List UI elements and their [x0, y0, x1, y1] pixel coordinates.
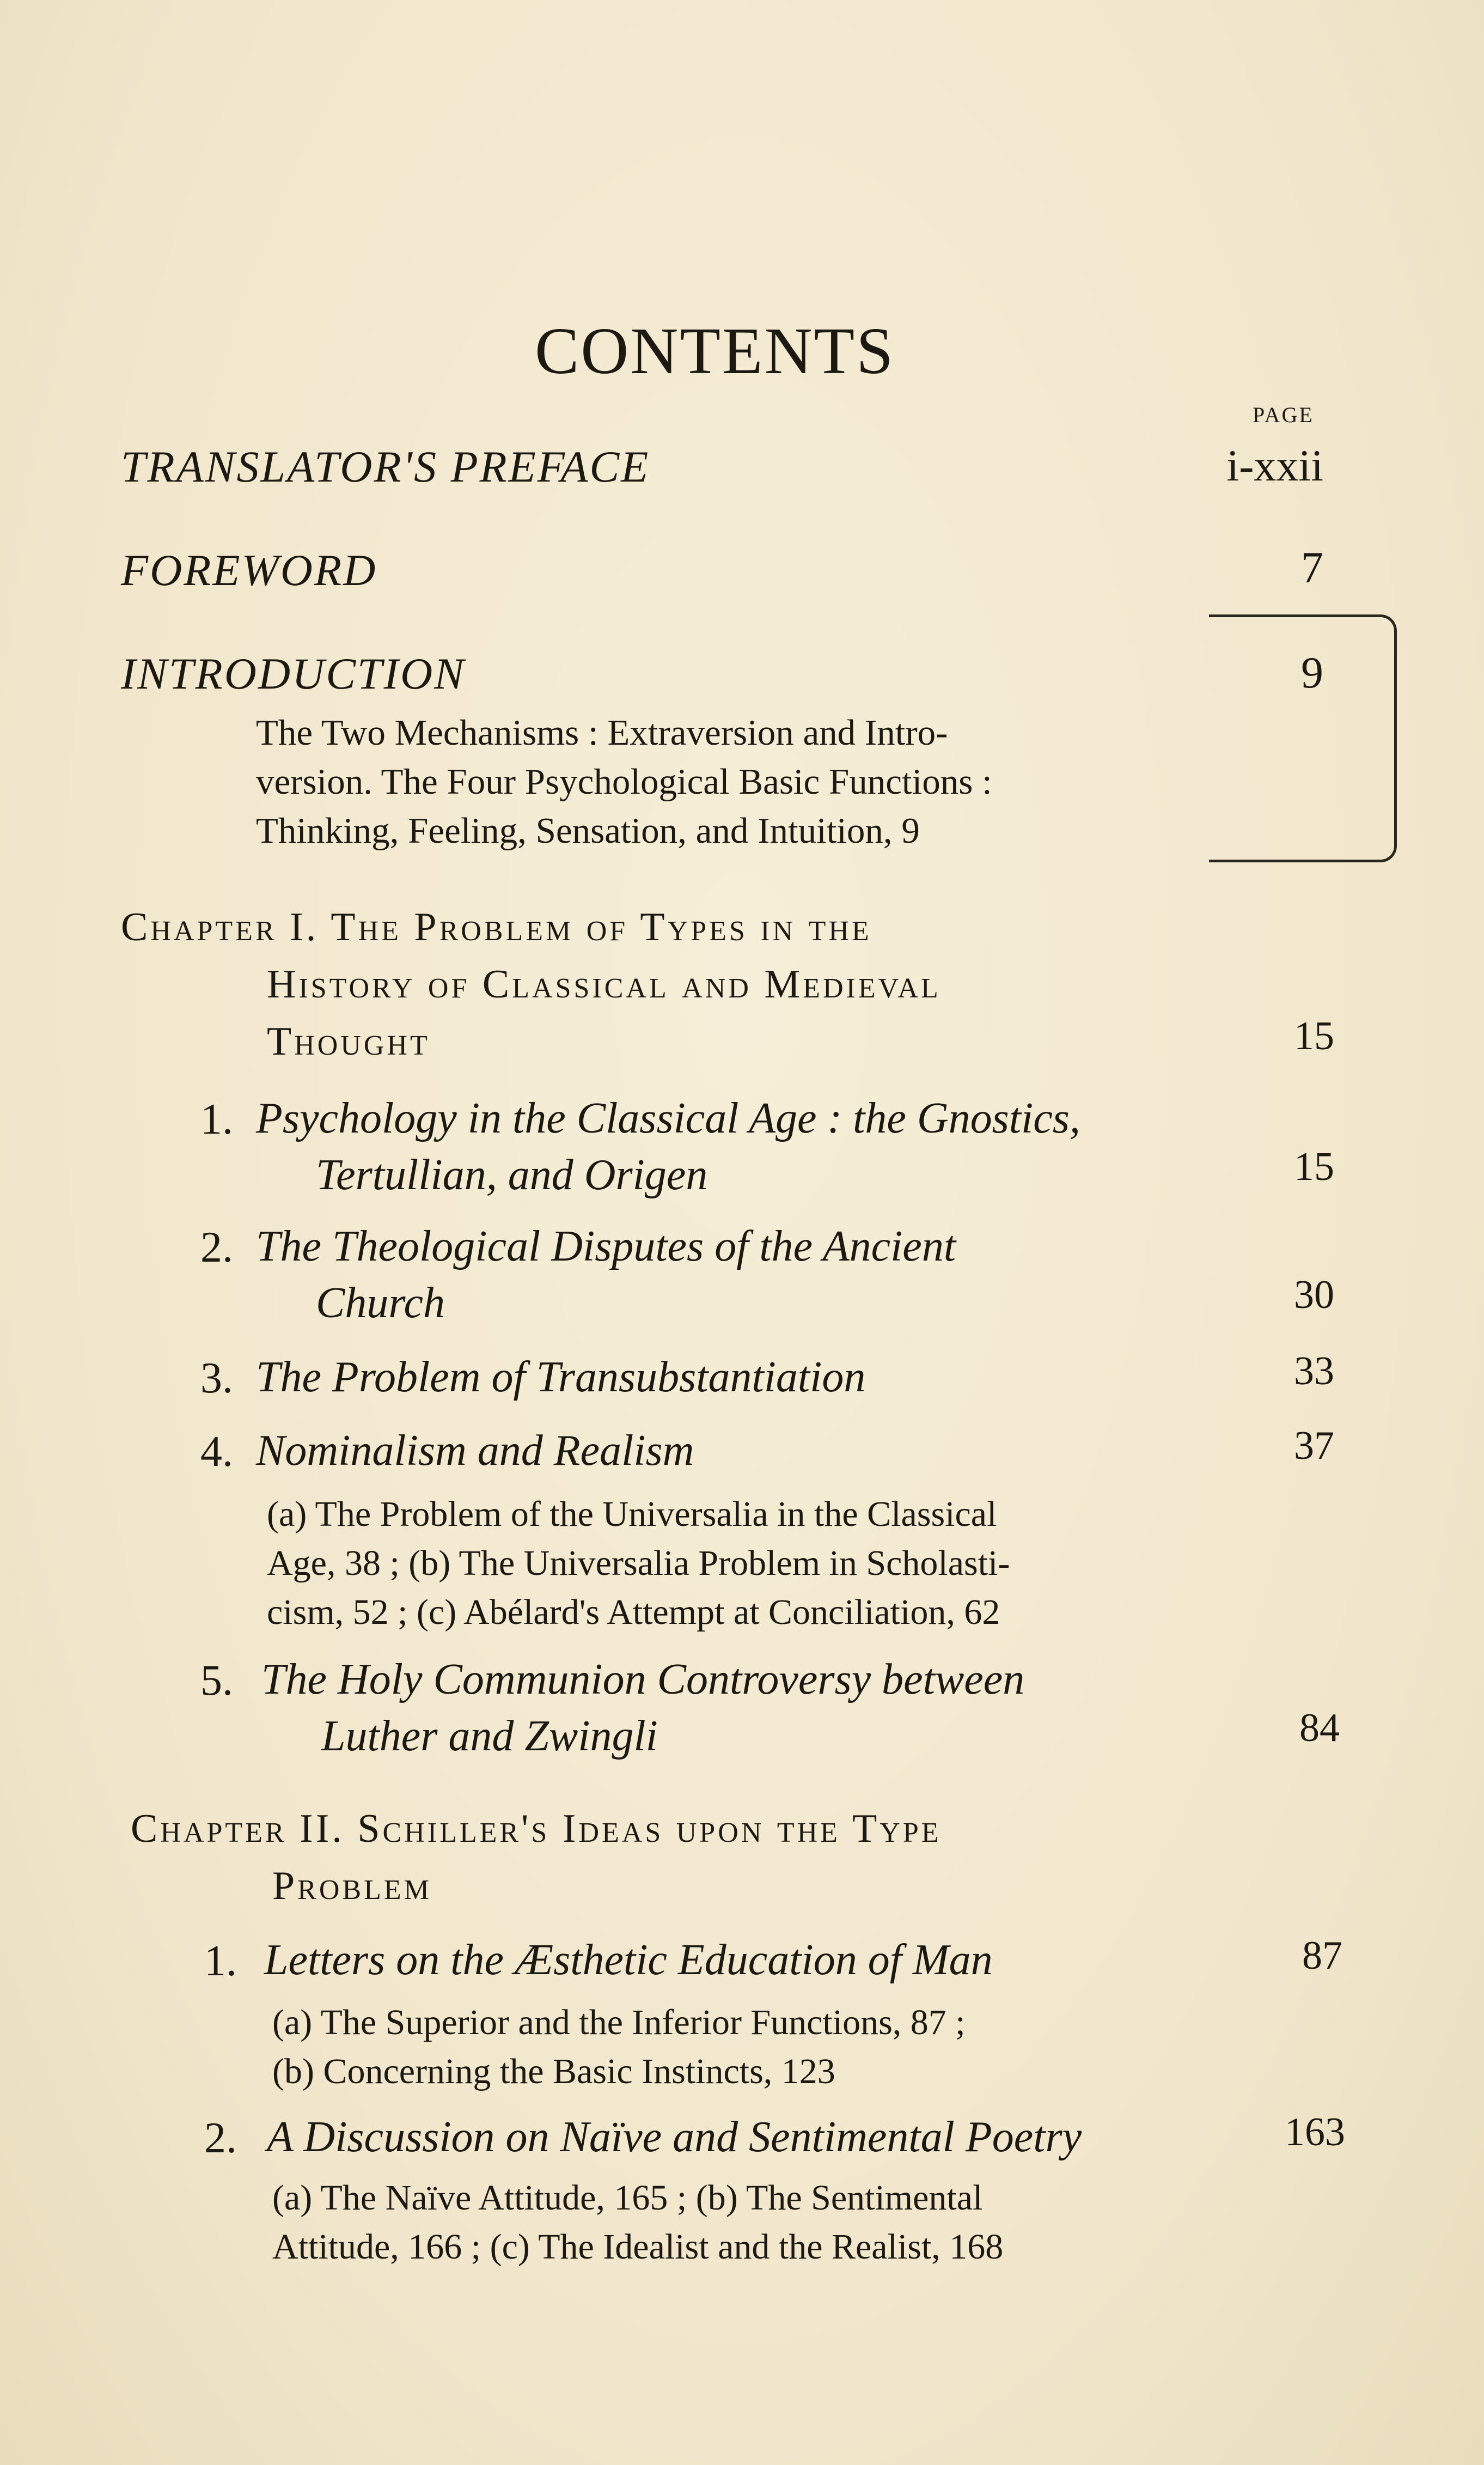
intro-description-line: The Two Mechanisms : Extraversion and Intro- — [256, 713, 948, 753]
section-number: 2. — [200, 1224, 233, 1271]
section-page: 15 — [1294, 1145, 1334, 1189]
page-column-label: PAGE — [1253, 403, 1314, 427]
section-number: 4. — [200, 1428, 233, 1476]
section-title-line: Church — [316, 1279, 445, 1327]
subsection-line: Attitude, 166 ; (c) The Idealist and the Realist, 168 — [272, 2227, 1004, 2267]
section-page: 87 — [1302, 1933, 1342, 1978]
section-page: 37 — [1294, 1423, 1334, 1468]
section-number: 3. — [200, 1354, 233, 1402]
chapter-1-heading-line: Thought — [267, 1019, 430, 1064]
section-page: 163 — [1285, 2110, 1345, 2154]
handwritten-bracket-mark — [1209, 614, 1397, 862]
subsection-line: (a) The Naïve Attitude, 165 ; (b) The Sentimental — [272, 2178, 983, 2218]
front-matter-page: i-xxii — [1226, 441, 1323, 490]
chapter-2-heading-line: Chapter II. Schiller's Ideas upon the Type — [131, 1806, 942, 1851]
chapter-1-heading-line: History of Classical and Medieval — [267, 962, 941, 1007]
section-title-line: Tertullian, and Origen — [316, 1151, 708, 1199]
intro-description-line: version. The Four Psychological Basic Functions : — [256, 762, 992, 802]
chapter-1-page: 15 — [1294, 1014, 1334, 1058]
section-page: 84 — [1299, 1706, 1340, 1750]
front-matter-translators-preface: TRANSLATOR'S PREFACE — [121, 442, 650, 491]
section-page: 33 — [1294, 1349, 1334, 1393]
section-number: 5. — [200, 1657, 233, 1705]
section-number: 1. — [204, 1937, 237, 1985]
section-number: 1. — [200, 1095, 233, 1143]
subsection-line: (b) Concerning the Basic Instincts, 123 — [272, 2052, 835, 2091]
section-title-line: The Problem of Transubstantiation — [256, 1353, 866, 1401]
front-matter-foreword: FOREWORD — [121, 545, 377, 595]
page-title: CONTENTS — [534, 314, 895, 388]
section-title-line: Nominalism and Realism — [256, 1427, 694, 1475]
section-title-line: Letters on the Æsthetic Education of Man — [264, 1936, 993, 1984]
front-matter-introduction: INTRODUCTION — [121, 649, 466, 698]
section-number: 2. — [204, 2114, 237, 2162]
subsection-line: cism, 52 ; (c) Abélard's Attempt at Conciliation, 62 — [267, 1592, 1000, 1632]
section-title-line: The Theological Disputes of the Ancient — [256, 1222, 956, 1270]
section-title-line: Luther and Zwingli — [321, 1712, 658, 1760]
subsection-line: (a) The Superior and the Inferior Functions, 87 ; — [272, 2003, 966, 2042]
section-title-line: A Discussion on Naïve and Sentimental Poetry — [267, 2113, 1082, 2161]
front-matter-page: 7 — [1301, 543, 1323, 592]
subsection-line: Age, 38 ; (b) The Universalia Problem in Scholasti- — [267, 1543, 1010, 1583]
section-title-line: The Holy Communion Controversy between — [261, 1655, 1025, 1703]
intro-description-line: Thinking, Feeling, Sensation, and Intuition, 9 — [256, 811, 920, 851]
section-title-line: Psychology in the Classical Age : the Gnostics, — [256, 1094, 1080, 1142]
chapter-2-heading-line: Problem — [272, 1864, 432, 1908]
chapter-1-heading-line: Chapter I. The Problem of Types in the — [121, 905, 872, 950]
subsection-line: (a) The Problem of the Universalia in the Classical — [267, 1494, 997, 1534]
front-matter-page: 9 — [1301, 648, 1323, 697]
section-page: 30 — [1294, 1273, 1334, 1317]
